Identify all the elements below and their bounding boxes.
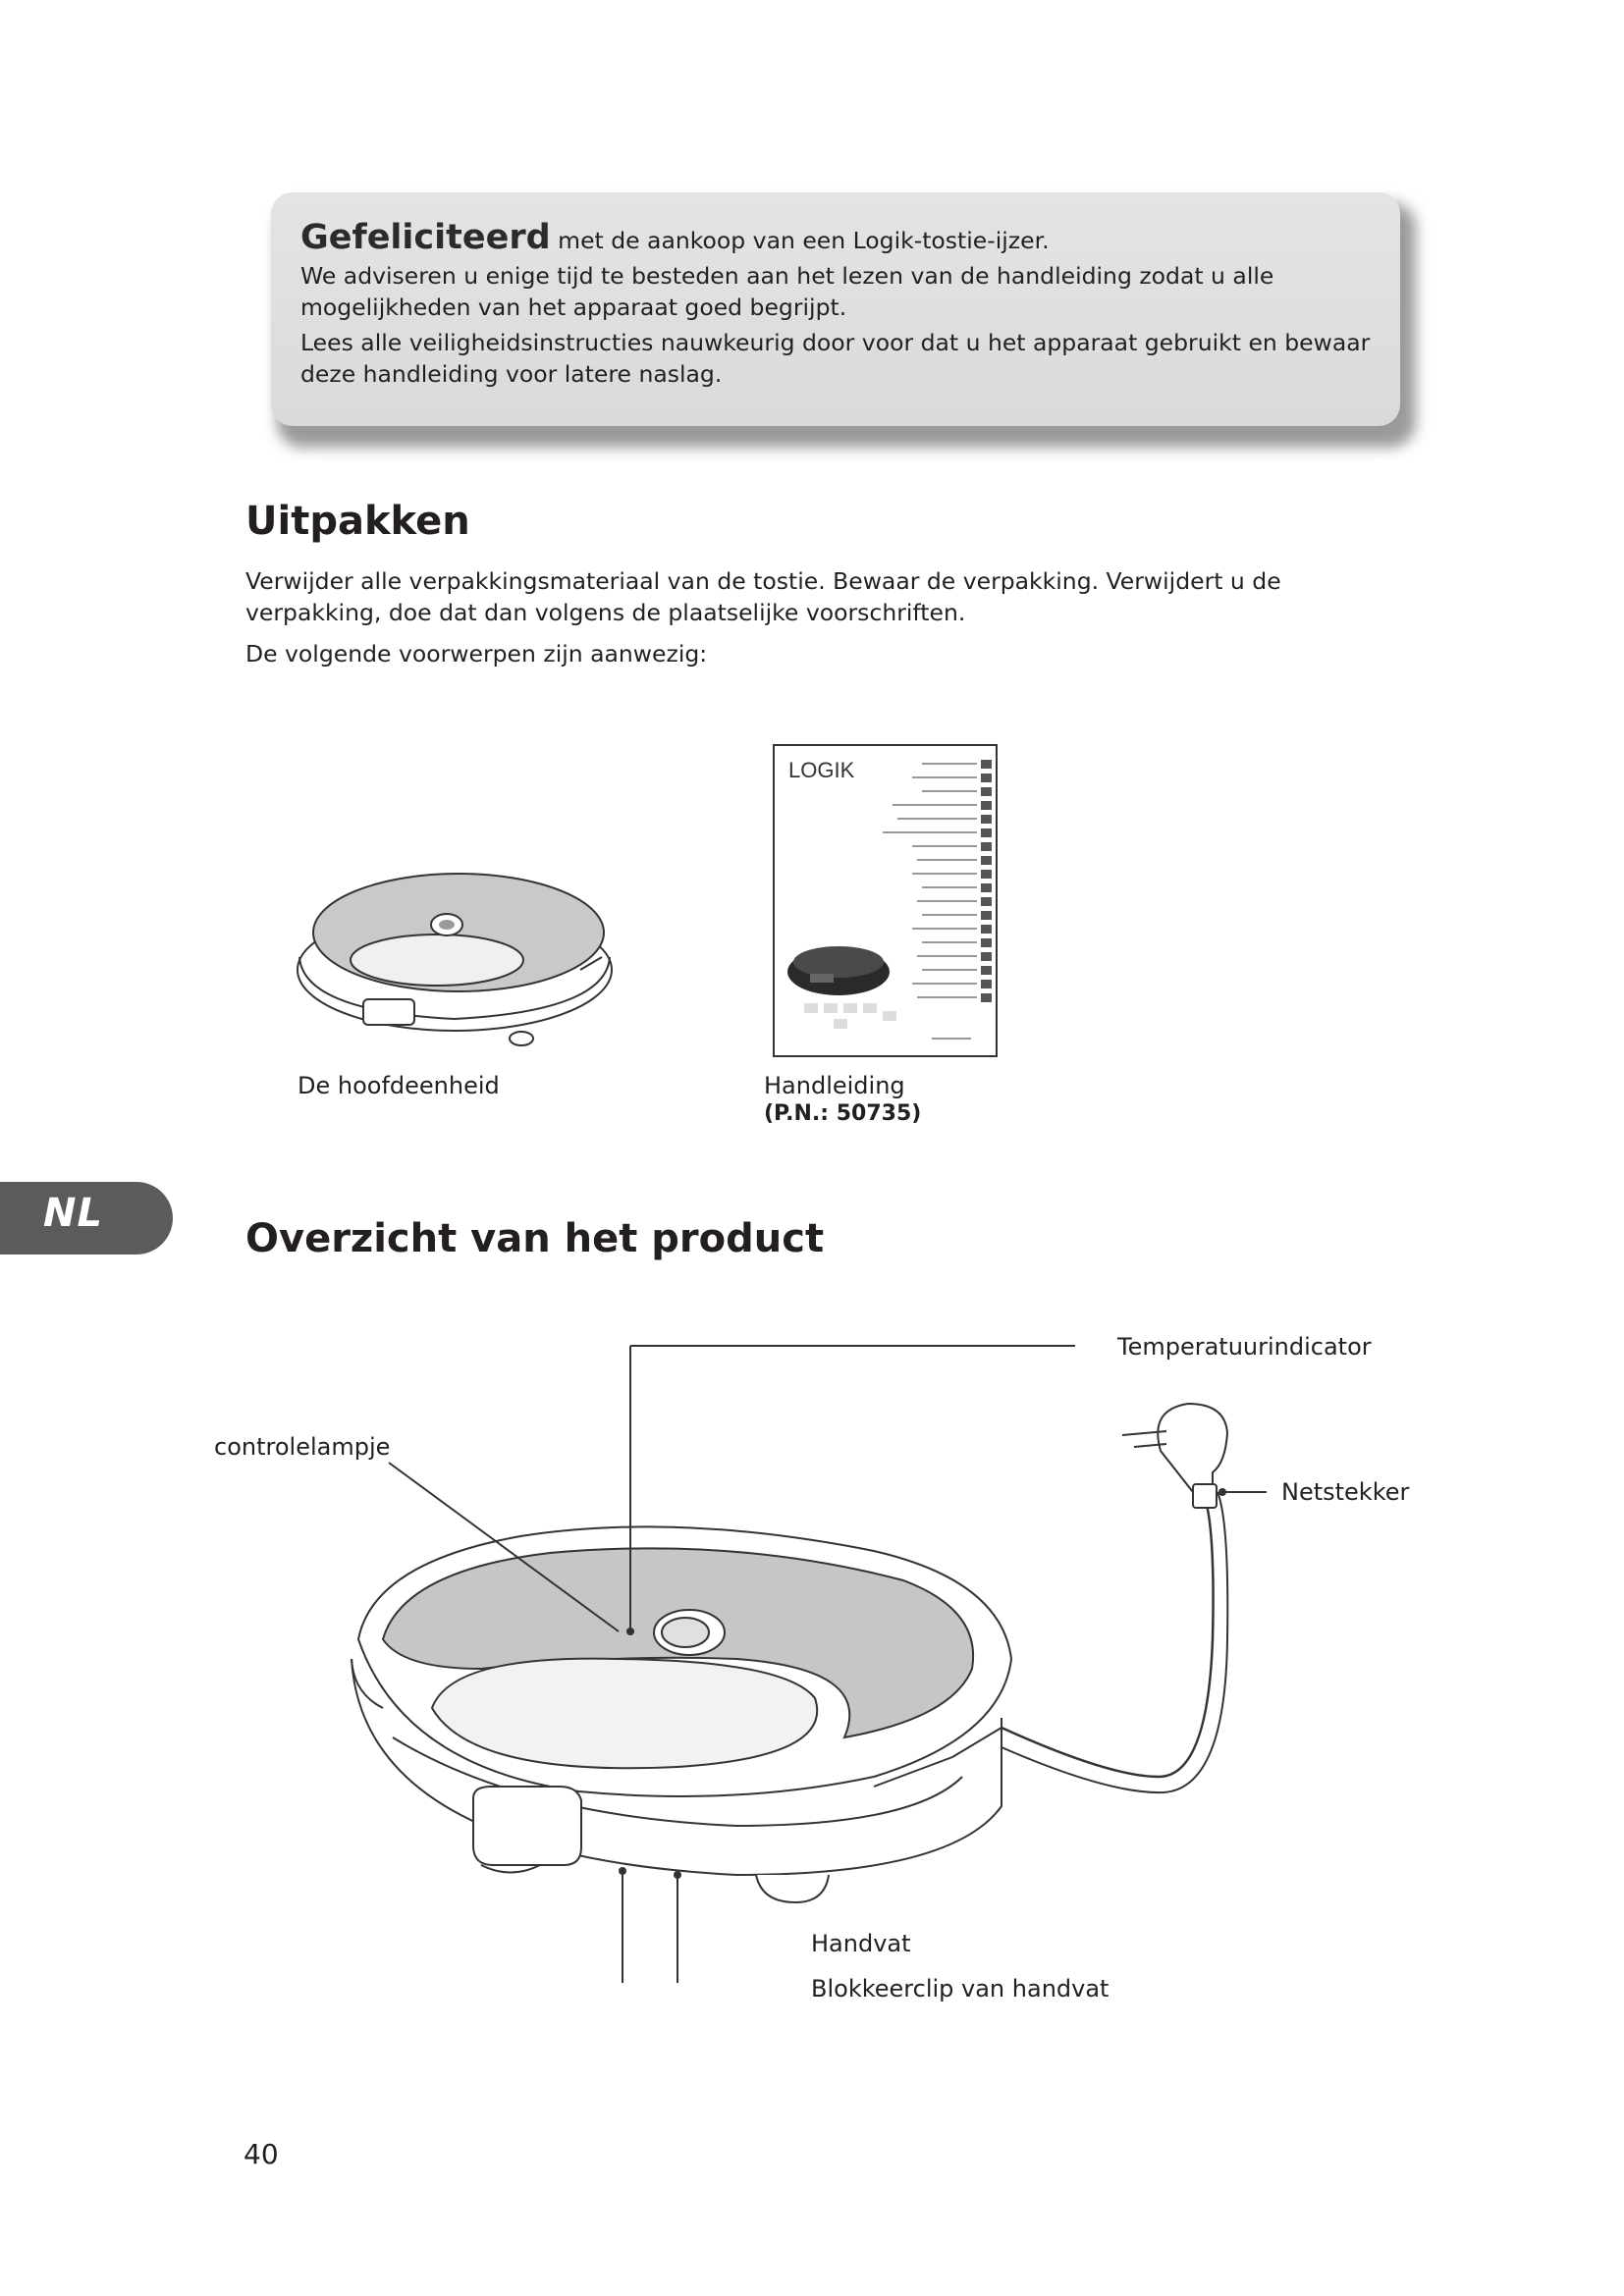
lock-clip-callout-dot (619, 1867, 626, 1875)
manual-caption: Handleiding (764, 1072, 905, 1099)
unpacking-heading: Uitpakken (245, 499, 470, 544)
indicator-callout-dot (626, 1628, 634, 1635)
manual-part-number: (P.N.: 50735) (764, 1101, 922, 1126)
unpacking-paragraph-1: Verwijder alle verpakkingsmateriaal van de tostie. Bewaar de verpakking. Verwijdert u de verpakking, doe dat dan volgens de plaatselijke voorschriften. (245, 567, 1281, 626)
label-handle-lock-clip: Blokkeerclip van handvat (811, 1975, 1110, 2002)
product-overview-diagram (324, 1345, 1355, 1983)
intro-title-rest: met de aankoop van een Logik-tostie-ijzer. (550, 227, 1050, 254)
label-temperature-indicator: Temperatuurindicator (1117, 1333, 1372, 1361)
intro-paragraph-2: Lees alle veiligheidsinstructies nauwkeurig door voor dat u het apparaat gebruikt en bewaar deze handleiding voor latere naslag. (300, 329, 1371, 388)
handle-callout-dot (674, 1871, 681, 1879)
manual-cover-art (775, 746, 996, 1055)
overview-heading: Overzicht van het product (245, 1216, 825, 1261)
page-number: 40 (244, 2138, 279, 2170)
label-pilot-light: controlelampje (214, 1433, 391, 1461)
language-tab: NL (0, 1182, 173, 1255)
intro-line (300, 218, 1373, 257)
intro-title: Gefeliciteerd (300, 218, 551, 257)
label-handle: Handvat (811, 1930, 911, 1957)
main-unit-caption: De hoofdeenheid (298, 1072, 500, 1099)
unpacking-paragraph-2: De volgende voorwerpen zijn aanwezig: (245, 640, 708, 667)
manual-brand-logo: LOGIK (788, 758, 855, 782)
unpacking-text (245, 565, 1424, 679)
manual-illustration (773, 744, 998, 1057)
intro-box (271, 192, 1400, 426)
main-unit-illustration (290, 854, 633, 1060)
label-plug: Netstekker (1281, 1478, 1410, 1506)
intro-paragraph-1: We adviseren u enige tijd te besteden aan het lezen van de handleiding zodat u alle mogelijkheden van het apparaat goed begrijpt. (300, 262, 1274, 321)
plug-callout-dot (1218, 1488, 1226, 1496)
